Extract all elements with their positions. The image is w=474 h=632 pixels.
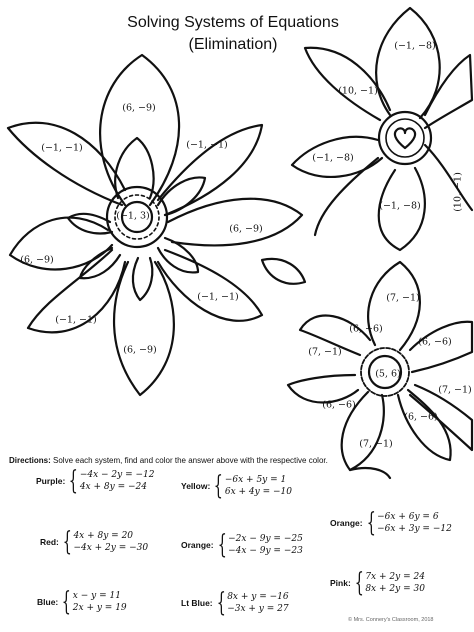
label-big-left: (6, −9) (20, 254, 54, 266)
system-name: Purple: (36, 476, 66, 486)
system-name: Pink: (330, 578, 351, 588)
brace-glyph: { (214, 471, 224, 501)
big-leaf (262, 259, 305, 284)
brace-glyph: { (62, 527, 72, 557)
sm-petal-lower-right (398, 390, 451, 460)
label-big-upper-right: (−1, −1) (186, 139, 228, 151)
big-petal-top (100, 55, 179, 205)
brace-glyph: { (217, 530, 227, 560)
brace-glyph: { (216, 588, 226, 618)
label-sm-top: (7, −1) (386, 292, 420, 304)
label-sm-upper-right: (6, −6) (418, 336, 452, 348)
equation-2: 2x + y = 19 (72, 603, 127, 613)
tr-petal-upper-right (425, 55, 472, 128)
label-big-lower-left: (−1, −1) (55, 314, 97, 326)
equation-2: 8x + 2y = 30 (365, 584, 425, 594)
system-red (40, 529, 148, 555)
label-sm-lower-right: (6, −6) (404, 411, 438, 423)
system-lt-blue (181, 590, 289, 616)
big-inner-petal (133, 258, 152, 300)
system-yellow (181, 473, 292, 499)
system-blue (37, 589, 127, 615)
label-sm-bottom: (7, −1) (359, 438, 393, 450)
equation-2: −6x + 3y = −12 (377, 524, 452, 534)
brace-glyph: { (354, 568, 364, 598)
label-sm-left: (7, −1) (308, 346, 342, 358)
system-name: Red: (40, 537, 59, 547)
label-big-lower-right: (−1, −1) (197, 291, 239, 303)
equation-1: x − y = 11 (72, 591, 121, 601)
system-orange-mid (181, 532, 303, 558)
label-tr-lower-left: (−1, −8) (312, 152, 354, 164)
directions-text: Solve each system, find and color the answer above with the respective color. (50, 456, 328, 465)
system-purple (36, 468, 155, 494)
equation-1: 7x + 2y = 24 (365, 572, 425, 582)
sm-petal-left (288, 375, 358, 403)
brace-glyph: { (61, 587, 72, 617)
equation-2: −4x + 2y = −30 (73, 543, 149, 553)
sm-petal-bottom (350, 468, 390, 478)
equation-1: 4x + 8y = 20 (73, 531, 134, 541)
system-name: Orange: (181, 540, 214, 550)
heart-icon (395, 128, 415, 148)
page-subtitle: (Elimination) (188, 36, 278, 53)
page-title: Solving Systems of Equations (127, 14, 339, 31)
top-right-flower (292, 8, 472, 250)
label-sm-lower-left: (6, −6) (322, 399, 356, 411)
brace-glyph: { (69, 466, 79, 496)
big-petal-upper-left (8, 123, 125, 205)
equation-1: 8x + y = −16 (227, 592, 289, 602)
label-sm-center: (5, 6) (375, 368, 401, 380)
system-name: Yellow: (181, 481, 211, 491)
directions-heading: Directions: (9, 456, 51, 465)
label-tr-bottom: (−1, −8) (379, 200, 421, 212)
label-tr-left: (10, −1) (338, 85, 378, 97)
tr-stem (315, 158, 378, 235)
system-pink (330, 570, 425, 596)
equation-2: −4x − 9y = −23 (228, 546, 303, 556)
footer-credit: © Mrs. Connery's Classroom, 2018 (348, 617, 434, 623)
brace-glyph: { (366, 508, 376, 538)
system-name: Lt Blue: (181, 598, 213, 608)
label-big-center: (−1, 3) (116, 210, 150, 222)
system-orange-right (330, 510, 452, 536)
label-tr-right: (10, −1) (452, 172, 464, 212)
equation-2: 4x + 8y = −24 (79, 482, 147, 492)
big-petal-bottom (114, 262, 174, 395)
label-big-top: (6, −9) (122, 102, 156, 114)
big-petal-upper-right (158, 125, 262, 215)
label-sm-upper-left: (6, −6) (349, 323, 383, 335)
system-name: Orange: (330, 518, 363, 528)
equation-2: 6x + 4y = −10 (224, 487, 292, 497)
sm-petal-top (368, 262, 420, 350)
label-tr-top: (−1, −8) (394, 40, 436, 52)
equation-1: −4x − 2y = −12 (79, 470, 155, 480)
equation-2: −3x + y = 27 (227, 604, 289, 614)
label-big-upper-left: (−1, −1) (41, 142, 83, 154)
label-big-right: (6, −9) (229, 223, 263, 235)
equation-1: −2x − 9y = −25 (228, 534, 303, 544)
label-sm-right: (7, −1) (438, 384, 472, 396)
equation-1: −6x + 6y = 6 (377, 512, 439, 522)
equation-1: −6x + 5y = 1 (224, 475, 287, 485)
tr-center-inner (386, 119, 424, 157)
label-big-bottom: (6, −9) (123, 344, 157, 356)
system-name: Blue: (37, 597, 59, 607)
tr-petal-right-edge (425, 145, 472, 210)
directions (9, 456, 328, 465)
